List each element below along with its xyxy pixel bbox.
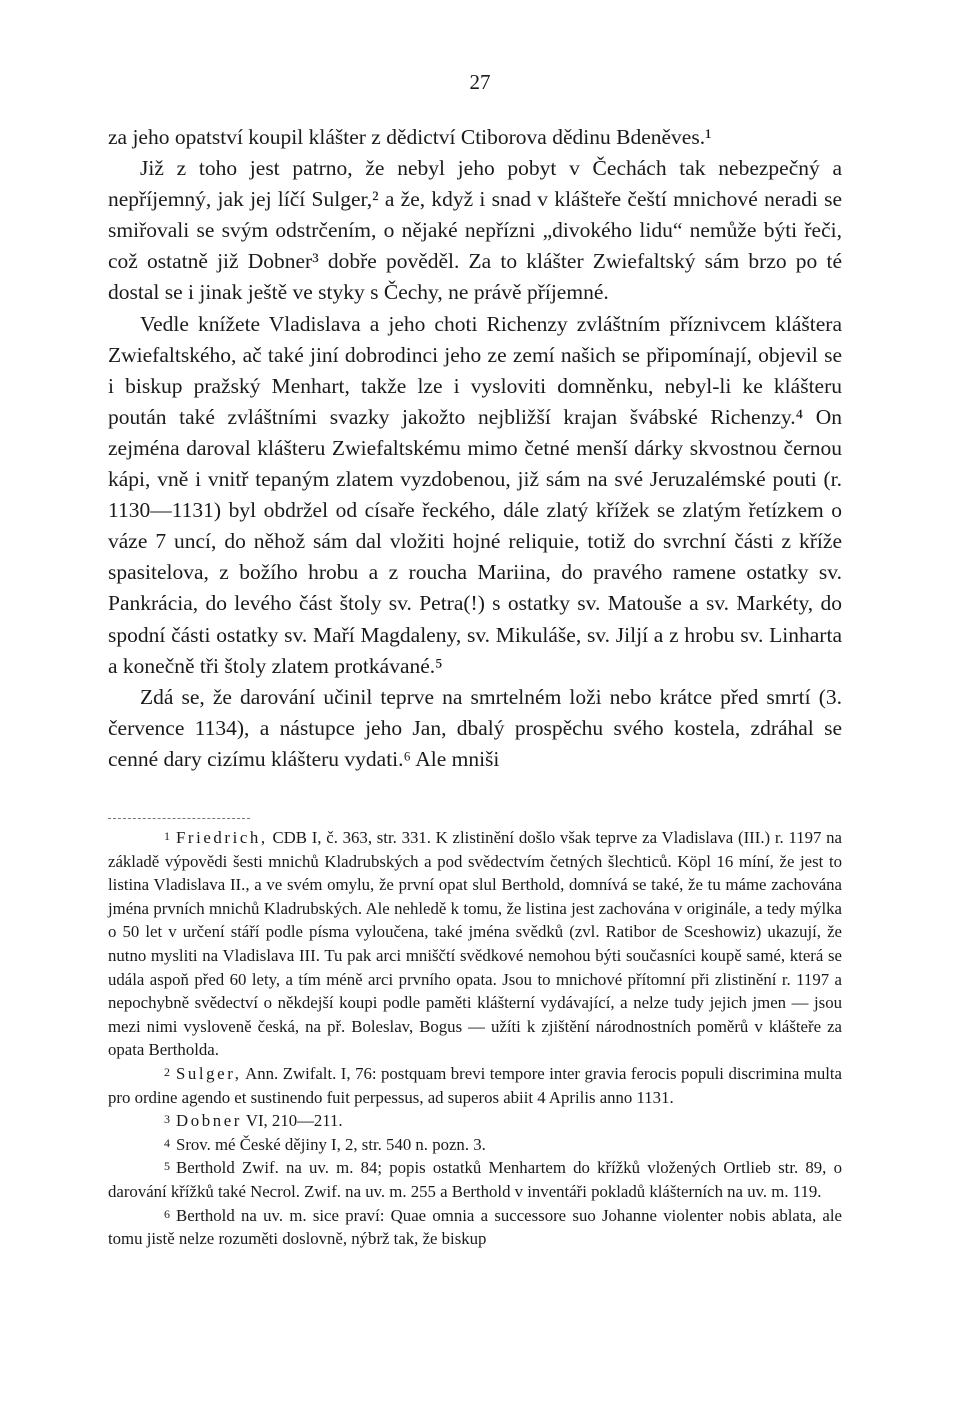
footnotes [108,826,842,1251]
footnote-text: Berthold Zwif. na uv. m. 84; popis ostatků Menhartem do křížků vložených Ortlieb str. 89, o darování křížků také Necrol. Zwif. na uv. m. 255 a Berthold v inventáři pokladů klášterních na uv. m. 119. [108,1158,842,1201]
footnote-author: Sulger, [176,1063,242,1083]
footnote-marker: 5 [164,1159,170,1174]
footnote [108,1156,842,1203]
footnote-marker: 4 [164,1135,170,1150]
footnote-marker: 3 [164,1112,170,1127]
footnote-text: Ann. Zwifalt. I, 76: postquam brevi tempore inter gravia ferocis populi discrimina multa pro ordine agendo et sustinendo fuit perpessus, ad superos abiit 4 Aprilis anno 1131. [108,1063,842,1107]
page-number: 27 [469,70,491,94]
footnote-text: CDB I, č. 363, str. 331. K zlistinění došlo však teprve za Vladislava (III.) r. 1197 na základě výpovědi šesti mnichů Kladrubských a pod svědectvím četných šlechticů. Köpl 16 míní, že jest to listina Vladislava II., a ve svém omylu, že první opat slul Berthold, domnívá se také, že tu máme zachována jména prvních mnichů Kladrubských. Ale nehledě k tomu, že listina jest zachována v originále, a tedy mýlka o 50 let v určení stáří podle písma vyloučena, také jména svědků (zvl. Ratibor de Sceshowiz) ukazují, že nutno mysliti na Vladislava III. Tu pak arci mniščtí svědkové nemohou býti současníci koupě samé, která se udála aspoň před 60 lety, a tím méně arci prvního opata. Jsou to mnichové přítomní při zlistinění r. 1197 a nepochybně svědectví o někdejší koupi podle paměti klášterní vydávající, a nelze tudy jejich jmen — jsou mezi nimi vysloveně česká, na př. Boleslav, Bogus — užíti k zjištění národnostních poměrů v klášteře za opata Bertholda. [108,828,842,1060]
paragraph: za jeho opatství koupil klášter z dědictví Ctiborova dědinu Bdeněves.¹ [108,125,712,149]
paragraph: Vedle knížete Vladislava a jeho choti Richenzy zvláštním příznivcem kláštera Zwiefaltského, ač také jiní dobrodinci jeho ze zemí našich se připomínají, objevil se i biskup pražský Menhart, takže lze i vysloviti domněnku, nebyl-li ke klášteru poután také zvláštními svazky jakožto nejbližší krajan švábské Richenzy.⁴ On zejména daroval klášteru Zwiefaltskému mimo četné menší dárky skvostnou černou kápi, vně i vnitř tepaným zlatem vyzdobenou, již sám na své Jeruzalémské pouti (r. 1130—1131) byl obdržel od císaře řeckého, dále zlatý křížek se zlatým řetízkem o váze 7 uncí, do něhož sám dal vložiti hojné reliquie, totiž do svrchní části z kříže spasitelova, z božího hrobu a z roucha Mariina, do pravého ramene ostatky sv. Pankrácia, do levého část štoly sv. Petra(!) s ostatky sv. Matouše a sv. Markéty, do spodní části ostatky sv. Maří Magdaleny, sv. Mikuláše, sv. Jiljí a z hrobu sv. Linharta a konečně tři štoly zlatem protkávané.⁵ [108,311,842,678]
footnote-author: Dobner [176,1111,242,1131]
main-text [108,122,842,775]
footnote-separator [108,818,250,819]
footnote-text: Srov. mé České dějiny I, 2, str. 540 n. pozn. 3. [176,1134,486,1154]
footnote [108,1109,842,1133]
footnote [108,1204,842,1251]
footnote-marker: 6 [164,1206,170,1221]
paragraph: Již z toho jest patrno, že nebyl jeho pobyt v Čechách tak nebezpečný a nepříjemný, jak jej líčí Sulger,² a že, když i snad v klášteře čeští mnichové neradi se smiřovali se svým odstrčením, o nějaké nepřízni „divokého lidu“ nemůže býti řeči, což ostatně již Dobner³ dobře pověděl. Za to klášter Zwiefaltský sám brzo po té dostal se i jinak ještě ve styky s Čechy, ne právě příjemné. [108,156,842,305]
footnote-text: Berthold na uv. m. sice praví: Quae omnia a successore suo Johanne violenter nobis ablata, ale tomu jistě nelze rozuměti doslovně, nýbrž tak, že biskup [108,1205,842,1249]
footnote [108,1133,842,1157]
paragraph: Zdá se, že darování učinil teprve na smrtelném loži nebo krátce před smrtí (3. července 1134), a nástupce jeho Jan, dbalý prospěchu svého kostela, zdráhal se cenné dary cizímu klášteru vydati.⁶ Ale mniši [108,684,842,771]
footnote-text: VI, 210—211. [241,1111,343,1131]
footnote-author: Friedrich, [176,828,268,847]
footnote [108,1062,842,1109]
footnote-marker: 2 [164,1064,170,1079]
footnote-marker: 1 [164,829,170,843]
footnote [108,826,842,1062]
